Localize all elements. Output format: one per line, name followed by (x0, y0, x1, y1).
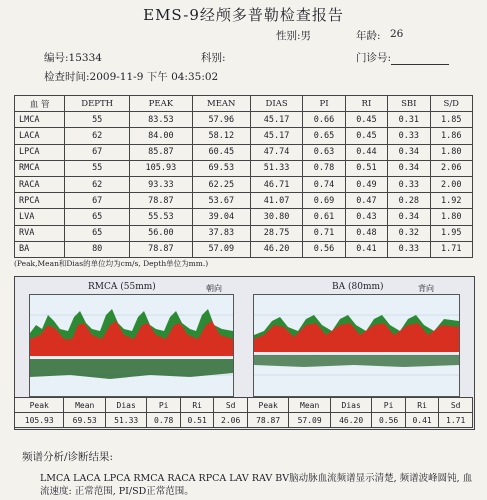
table-cell: 0.41 (345, 241, 387, 257)
gender-field: 性别:男 (276, 30, 312, 42)
table-cell: 0.69 (303, 193, 345, 209)
stats-header-left: Dias (105, 398, 146, 413)
stats-value-right: 57.09 (289, 413, 330, 428)
table-cell: 2.06 (430, 160, 472, 176)
column-header: 血 管 (15, 96, 65, 112)
table-cell: 0.43 (345, 209, 387, 225)
table-cell: 0.78 (303, 160, 345, 176)
table-cell: 65 (65, 209, 130, 225)
column-header: SBI (388, 96, 430, 112)
spectrum-right-title: BA (80mm) (332, 282, 384, 292)
stats-value-left: 2.06 (214, 413, 248, 428)
stats-value-right: 46.20 (330, 413, 371, 428)
table-cell: 1.85 (430, 112, 472, 128)
table-cell: 67 (65, 144, 130, 160)
vessel-table-body (15, 112, 473, 258)
table-row (15, 128, 473, 144)
table-cell: 55 (65, 112, 130, 128)
table-cell: 78.87 (130, 193, 193, 209)
stats-header-right: Mean (289, 398, 330, 413)
stats-header-right: Ri (405, 398, 439, 413)
table-cell: 37.83 (192, 225, 250, 241)
table-cell: 93.33 (130, 176, 193, 192)
stats-value-left: 105.93 (15, 413, 64, 428)
table-cell: 39.04 (192, 209, 250, 225)
analysis-title: 频谱分析/诊断结果: (22, 451, 114, 463)
table-cell: 30.80 (250, 209, 302, 225)
table-cell: 51.33 (250, 160, 302, 176)
table-cell: 0.71 (303, 225, 345, 241)
table-cell: 1.80 (430, 144, 472, 160)
table-cell: 1.92 (430, 193, 472, 209)
column-header: PI (303, 96, 345, 112)
vessel-name: RMCA (15, 160, 65, 176)
vessel-name: RACA (15, 176, 65, 192)
table-row (15, 144, 473, 160)
table-cell: 0.33 (388, 241, 430, 257)
table-cell: 0.65 (303, 128, 345, 144)
table-cell: 55 (65, 160, 130, 176)
table-cell: 1.71 (430, 241, 472, 257)
stats-header-left: Ri (180, 398, 214, 413)
table-row (15, 209, 473, 225)
table-cell: 46.20 (250, 241, 302, 257)
spectrum-left-waveform (30, 295, 233, 396)
table-cell: 0.49 (345, 176, 387, 192)
table-row (15, 225, 473, 241)
spectrum-left-direction: 朝向 (206, 284, 222, 293)
table-cell: 45.17 (250, 128, 302, 144)
table-cell: 62 (65, 128, 130, 144)
column-header: PEAK (130, 96, 193, 112)
stats-value-right: 78.87 (247, 413, 288, 428)
table-cell: 2.00 (430, 176, 472, 192)
vessel-table (14, 95, 473, 258)
table-cell: 0.66 (303, 112, 345, 128)
table-cell: 0.63 (303, 144, 345, 160)
table-cell: 0.47 (345, 193, 387, 209)
units-footnote: (Peak,Mean和Dias的单位均为cm/s, Depth单位为mm.) (14, 259, 209, 268)
table-cell: 41.07 (250, 193, 302, 209)
table-cell: 0.33 (388, 128, 430, 144)
spectrum-left (29, 294, 234, 397)
table-row (15, 241, 473, 257)
stats-header-left: Peak (15, 398, 64, 413)
table-cell: 65 (65, 225, 130, 241)
table-cell: 83.53 (130, 112, 193, 128)
table-cell: 0.34 (388, 209, 430, 225)
vessel-name: LPCA (15, 144, 65, 160)
stats-value-left: 51.33 (105, 413, 146, 428)
table-cell: 1.86 (430, 128, 472, 144)
table-cell: 84.00 (130, 128, 193, 144)
table-cell: 105.93 (130, 160, 193, 176)
table-cell: 0.74 (303, 176, 345, 192)
stats-value-right: 1.71 (439, 413, 473, 428)
stats-header-right: Dias (330, 398, 371, 413)
spectrum-right-waveform (254, 295, 459, 396)
spectrum-stats-table (14, 397, 473, 428)
table-cell: 1.80 (430, 209, 472, 225)
stats-value-left: 0.51 (180, 413, 214, 428)
table-cell: 57.09 (192, 241, 250, 257)
stats-value-left: 69.53 (64, 413, 105, 428)
table-cell: 78.87 (130, 241, 193, 257)
analysis-text: LMCA LACA LPCA RMCA RACA RPCA LAV RAV BV脑动脉血流频谱显示清楚, 频谱波峰圆钝, 血流速度: 正常范围, PI/SD正常范围。 (40, 473, 473, 497)
stats-header-left: Sd (214, 398, 248, 413)
department-field: 科别: (201, 52, 226, 64)
report-title: EMS-9经颅多普勒检查报告 (143, 6, 344, 24)
table-cell: 53.67 (192, 193, 250, 209)
table-cell: 0.33 (388, 176, 430, 192)
table-cell: 0.61 (303, 209, 345, 225)
table-cell: 0.34 (388, 160, 430, 176)
vessel-table-header (15, 96, 473, 112)
column-header: DEPTH (65, 96, 130, 112)
age-label: 年龄: (356, 30, 381, 42)
exam-time: 检查时间:2009-11-9 下午 04:35:02 (44, 71, 219, 83)
table-cell: 62.25 (192, 176, 250, 192)
stats-value-right: 0.41 (405, 413, 439, 428)
stats-header-left: Mean (64, 398, 105, 413)
column-header: S/D (430, 96, 472, 112)
vessel-name: LACA (15, 128, 65, 144)
table-cell: 47.74 (250, 144, 302, 160)
stats-header-row (15, 398, 473, 413)
table-cell: 69.53 (192, 160, 250, 176)
table-cell: 80 (65, 241, 130, 257)
table-row (15, 112, 473, 128)
table-cell: 58.12 (192, 128, 250, 144)
table-cell: 57.96 (192, 112, 250, 128)
table-cell: 1.95 (430, 225, 472, 241)
spectrum-right-direction: 背向 (418, 284, 434, 293)
table-cell: 0.32 (388, 225, 430, 241)
table-cell: 0.28 (388, 193, 430, 209)
table-cell: 0.45 (345, 112, 387, 128)
clinic-number-field: 门诊号: (356, 50, 449, 65)
table-cell: 28.75 (250, 225, 302, 241)
column-header: MEAN (192, 96, 250, 112)
table-row (15, 160, 473, 176)
stats-value-left: 0.78 (147, 413, 181, 428)
stats-value-row (15, 413, 473, 428)
table-cell: 55.53 (130, 209, 193, 225)
vessel-name: BA (15, 241, 65, 257)
table-cell: 46.71 (250, 176, 302, 192)
table-cell: 62 (65, 176, 130, 192)
table-cell: 0.56 (303, 241, 345, 257)
spectrum-left-title: RMCA (55mm) (88, 282, 156, 292)
table-cell: 0.48 (345, 225, 387, 241)
table-row (15, 193, 473, 209)
vessel-name: RVA (15, 225, 65, 241)
vessel-name: LVA (15, 209, 65, 225)
table-cell: 85.87 (130, 144, 193, 160)
spectrum-right (253, 294, 460, 397)
stats-header-right: Sd (439, 398, 473, 413)
stats-header-right: Pi (372, 398, 406, 413)
stats-header-left: Pi (147, 398, 181, 413)
report-id: 编号:15334 (44, 52, 102, 64)
table-cell: 0.45 (345, 128, 387, 144)
stats-header-right: Peak (247, 398, 288, 413)
table-cell: 45.17 (250, 112, 302, 128)
table-cell: 0.34 (388, 144, 430, 160)
table-cell: 0.31 (388, 112, 430, 128)
stats-value-right: 0.56 (372, 413, 406, 428)
column-header: DIAS (250, 96, 302, 112)
age-value: 26 (390, 28, 404, 40)
table-cell: 67 (65, 193, 130, 209)
table-cell: 56.00 (130, 225, 193, 241)
vessel-name: RPCA (15, 193, 65, 209)
column-header: RI (345, 96, 387, 112)
table-cell: 0.44 (345, 144, 387, 160)
table-row (15, 176, 473, 192)
table-cell: 60.45 (192, 144, 250, 160)
vessel-name: LMCA (15, 112, 65, 128)
table-cell: 0.51 (345, 160, 387, 176)
